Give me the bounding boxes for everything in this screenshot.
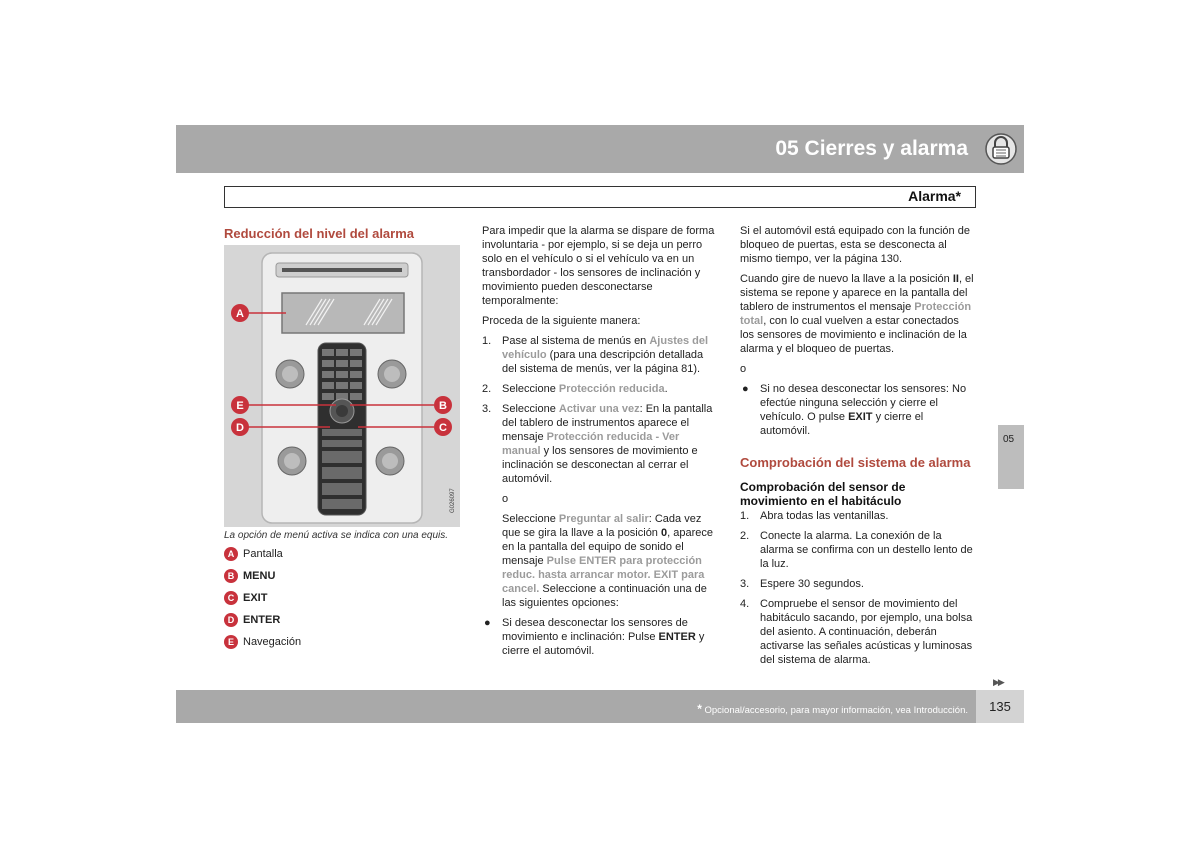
menu-term: Pulse ENTER para protección reduc. hasta arrancar motor. EXIT para cancel. — [502, 555, 705, 595]
section-heading: Comprobación del sistema de alarma — [740, 455, 971, 470]
subsection-heading: Comprobación del sensor de movimiento en el habitáculo — [740, 480, 906, 508]
menu-term: Ajustes del vehículo — [502, 335, 709, 361]
figure-callout-a: A — [236, 308, 244, 320]
column-right — [740, 224, 976, 673]
figure-callout-b: B — [439, 400, 447, 412]
page-number-box — [976, 690, 1024, 723]
legend-label: Navegación — [243, 636, 302, 648]
figure-heading: Reducción del nivel del alarma — [224, 226, 415, 241]
legend-badge: B — [224, 569, 238, 583]
bullet-icon: ● — [742, 383, 749, 395]
or-text: o — [740, 363, 747, 375]
legend-item — [224, 591, 267, 605]
check-step: 3. Espere 30 segundos. — [740, 578, 864, 590]
chapter-side-tab — [998, 425, 1024, 489]
check-step: 1. Abra todas las ventanillas. — [740, 510, 889, 522]
legend-badge: D — [224, 613, 238, 627]
menu-term: Preguntar al salir — [558, 513, 649, 525]
control-panel-figure — [224, 245, 460, 527]
check-steps-list — [740, 509, 976, 667]
chapter-title: 05 Cierres y alarma — [775, 137, 968, 160]
column-middle — [482, 224, 718, 658]
lock-icon — [984, 130, 1018, 168]
section-title: Alarma* — [908, 188, 961, 204]
figure-callout-e: E — [236, 400, 244, 412]
legend-badge: C — [224, 591, 238, 605]
legend-label: EXIT — [243, 592, 268, 604]
legend-item — [224, 613, 280, 627]
menu-term: Protección reducida - Ver manual — [502, 431, 680, 457]
procedure-step: 2. Seleccione Protección reducida. — [482, 383, 668, 395]
paragraph: Si el automóvil está equipado con la función de bloqueo de puertas, esta se desconecta al mismo tiempo, ver la página 130. — [740, 225, 970, 265]
figure-callout-c: C — [439, 422, 447, 434]
legend-item — [224, 569, 275, 583]
legend-label: Pantalla — [243, 548, 283, 560]
procedure-list — [482, 334, 718, 610]
intro-paragraph: Para impedir que la alarma se dispare de forma involuntaria - por ejemplo, si se deja un perro solo en el vehículo o si el vehículo va en un transbordador - los sensores de inclinación y movimiento pueden desconectarse temporalmente: — [482, 225, 715, 307]
legend-badge: A — [224, 547, 238, 561]
figure-caption: La opción de menú activa se indica con una equis. — [224, 530, 449, 541]
footer-note: * Opcional/accesorio, para mayor información, vea Introducción. — [697, 702, 968, 716]
check-step: 2. Conecte la alarma. La conexión de la alarma se confirma con un destello lento de la luz. — [740, 530, 973, 570]
bullet-item: ● Si no desea desconectar los sensores: No efectúe ninguna selección y cierre el vehículo. O pulse EXIT y cierre el automóvil. — [742, 383, 967, 437]
legend-badge: E — [224, 635, 238, 649]
legend-item — [224, 547, 283, 561]
procedure-step: 3. Seleccione Activar una vez: En la pantalla del tablero de instrumentos aparece el mensaje Protección reducida - Ver manual y los sensores de movimiento e inclinación se desconectan al cerrar el automóvil. o Seleccione Preguntar al salir: Cada vez que se gira la llave a la posición 0, aparece en la pantalla del equipo de sonido el mensaje Pulse ENTER para protección reduc. hasta arrancar motor. EXIT para cancel. Seleccione a continuación una de las siguientes opciones: — [482, 402, 718, 610]
section-header — [224, 186, 976, 208]
check-step: 4. Compruebe el sensor de movimiento del habitáculo sacando, por ejemplo, una bolsa del asiento. A continuación, deberán activarse las señales acústicas y luminosas del sistema de alarma. — [740, 598, 973, 666]
page-number: 135 — [989, 699, 1011, 714]
footer-band — [176, 690, 976, 723]
menu-term: Protección total — [740, 301, 972, 327]
double-arrow-right-icon: ▶▶ — [993, 677, 1003, 687]
paragraph: Cuando gire de nuevo la llave a la posición II, el sistema se repone y aparece en la pantalla del tablero de instrumentos el mensaje Protección total, con lo cual vuelven a estar conectados los sensores de movimiento e inclinación de la alarma y el bloqueo de puertas. — [740, 273, 974, 355]
menu-term: Activar una vez — [558, 403, 640, 415]
legend-label: MENU — [243, 570, 276, 582]
legend-label: ENTER — [243, 614, 281, 626]
bullet-icon: ● — [484, 617, 491, 629]
figure-callout-d: D — [236, 422, 244, 434]
menu-term: Protección reducida — [558, 383, 665, 395]
figure-code: G026097 — [450, 488, 456, 513]
alt-option: Seleccione Preguntar al salir: Cada vez que se gira la llave a la posición 0, aparece en la pantalla del equipo de sonido el mensaje Pulse ENTER para protección reduc. hasta arrancar motor. EXIT para cancel. Seleccione a continuación una de las siguientes opciones: — [502, 513, 713, 609]
procedure-step: 1. Pase al sistema de menús en Ajustes del vehículo (para una descripción detallada del sistema de menús, ver la página 81). — [482, 335, 709, 375]
or-text: o — [502, 493, 509, 505]
bullet-item: ● Si desea desconectar los sensores de movimiento e inclinación: Pulse ENTER y cierre el automóvil. — [484, 617, 705, 657]
legend-item — [224, 635, 301, 649]
proceed-paragraph: Proceda de la siguiente manera: — [482, 315, 641, 327]
chapter-side-tab-label: 05 — [1003, 434, 1015, 445]
